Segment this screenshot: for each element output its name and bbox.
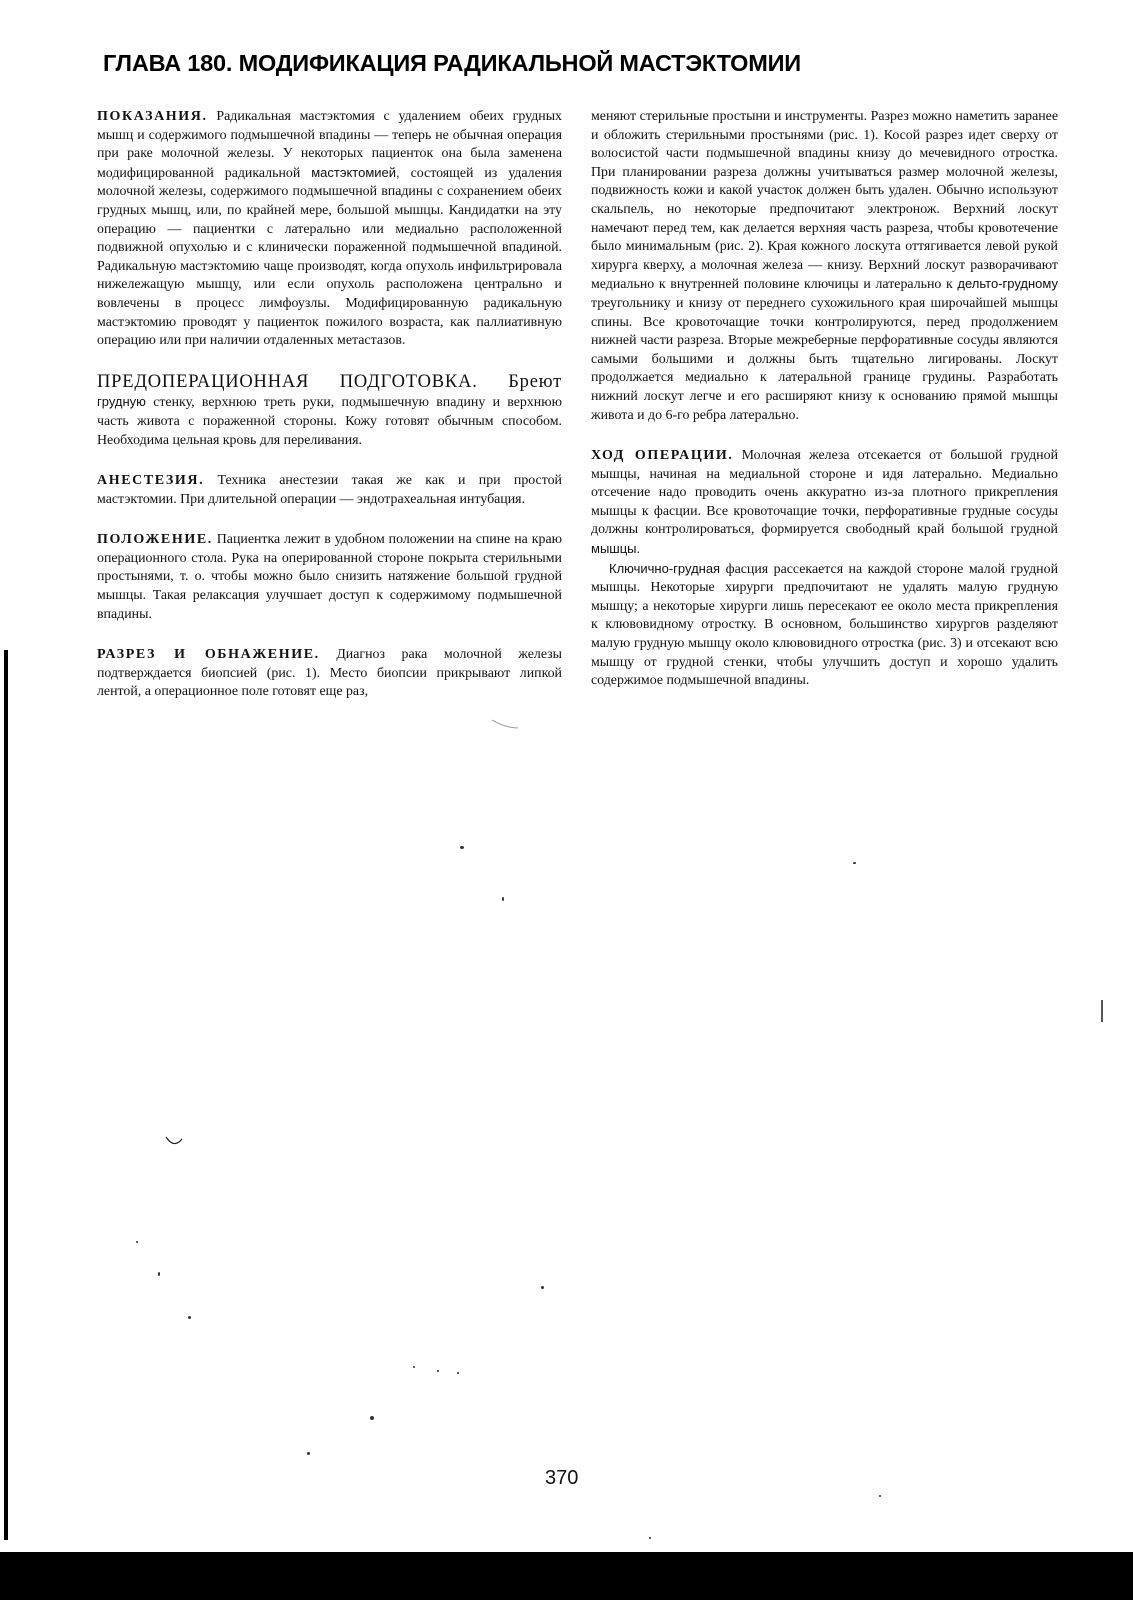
operation-p2-term: Ключично-грудная [609, 560, 721, 576]
operation-p2-text: фасция рассекается на каждой стороне малой грудной мышцы. Некоторые хирурги предпочитают не удалять малую грудную мышцу; а некоторые хирурги лишь пересекают ее около места прикрепления к клювовидному отростку. В основном, большинство хирургов разделяют малую грудную мышцу около клювовидного отростка (рис. 3) и отсекают всю мышцу от грудной стенки, чтобы улучшить доступ и хорошо удалить содержимое подмышечной впадины. [591, 561, 1058, 689]
scan-mark-curve [164, 1135, 184, 1147]
scan-speck [413, 1366, 415, 1368]
operation-heading: ХОД ОПЕРАЦИИ. [591, 448, 734, 464]
position-text: Пациентка лежит в удобном положении на спине на краю операционного стола. Рука на оперированной стороне покрыта стерильными простынями, т. о. чтобы можно было снизить натяжение большой грудной мышцы. Такая релаксация улучшает доступ к содержимому подмышечной впадины. [97, 532, 562, 622]
incision-text-right-a: меняют стерильные простыни и инструменты. Разрез можно наметить заранее и обложить стерильными простынями (рис. 1). Косой разрез идет сверху от волосистой части подмышечной впадины книзу до мечевидного отростка. При планировании разреза должны учитываться размер молочной железы, подвижность кожи и какой участок должен быть удален. Обычно используют скальпель, но некоторые предпочитают электронож. Верхний лоскут намечают перед тем, как делается верхняя часть разреза, чтобы кровотечение было минимальным (рис. 2). Края кожного лоскута оттягивается левой рукой хирурга кверху, а молочная железа — книзу. Верхний лоскут разворачивают медиально к внутренней половине ключицы и латерально к [591, 109, 1058, 293]
scan-speck [136, 1241, 138, 1243]
preparation-heading: ПРЕДОПЕРАЦИОННАЯ ПОДГОТОВКА. [97, 371, 478, 392]
scan-speck [188, 1316, 191, 1319]
incision-paragraph [97, 646, 562, 702]
position-heading: ПОЛОЖЕНИЕ. [97, 532, 213, 548]
chapter-title: ГЛАВА 180. МОДИФИКАЦИЯ РАДИКАЛЬНОЙ МАСТЭКТОМИИ [103, 50, 801, 76]
indications-text-b: состоящей из удаления молочной железы, содержимого подмышечной впадины с сохранением обеих грудных мышц, или, по крайней мере, большой мышцы. Кандидатки на эту операцию — пациентки с латерально или медиально расположенной подвижной опухолью и с клинически пораженной подмышечной впадиной. Радикальную мастэктомию чаще производят, когда опухоль инфильтрировала нижележащую мышцу, или если опухоль расположена центрально и вовлечены в процесс лимфоузлы. Модифицированную радикальную мастэктомию проводят у пациенток пожилого возраста, как паллиативную операцию или при наличии отдаленных метастазов. [97, 165, 563, 349]
anesthesia-heading: АНЕСТЕЗИЯ. [97, 473, 205, 489]
scan-edge-left [4, 650, 8, 1540]
page-number: 370 [545, 1467, 579, 1489]
preparation-term: грудную [97, 394, 146, 410]
scan-speck [460, 846, 464, 849]
incision-heading: РАЗРЕЗ И ОБНАЖЕНИЕ. [97, 647, 320, 663]
scan-speck [541, 1286, 544, 1289]
scan-speck [649, 1537, 651, 1539]
scan-speck [457, 1372, 459, 1374]
incision-text-right-b: треугольнику и книзу от переднего сухожильного края широчайшей мышцы спины. Все кровоточащие точки контролируются, перед продолжением нижней части разреза. Вторые межреберные перфоративные сосуды являются самыми большими и должны быть тщательно лигированы. Лоскут продолжается медиально к латеральной границе грудины. Разработать нижний лоскут легче и его расширяют книзу к основанию прямой мышцы живота и до 6-го ребра латерально. [591, 295, 1058, 423]
left-column [97, 108, 562, 702]
preparation-lead: Бреют [477, 371, 562, 392]
anesthesia-paragraph [97, 472, 562, 509]
indications-heading: ПОКАЗАНИЯ. [97, 109, 208, 124]
indications-text-a: Радикальная мастэктомия с удалением обеих грудных мышц и содержимого подмышечной впадины — теперь не обычная операция при раке молочной железы. У некоторых пациенток она была заменена модифицированной радикальной [97, 109, 562, 181]
incision-continued-paragraph [591, 108, 1058, 425]
operation-term: мышцы. [591, 541, 641, 557]
operation-paragraph [591, 447, 1058, 560]
scan-speck [158, 1272, 160, 1276]
incision-text-left: Диагноз рака молочной железы подтверждается биопсией (рис. 1). Место биопсии прикрывают липкой лентой, а операционное поле готовят еще раз, [97, 647, 562, 700]
preparation-text: стенку, верхнюю треть руки, подмышечную впадину и верхнюю часть живота с пораженной стороны. Кожу готовят обычным способом. Необходима цельная кровь для переливания. [97, 395, 562, 448]
scan-speck [879, 1495, 881, 1497]
scan-edge-right [1101, 1000, 1103, 1022]
incision-term: дельто-грудному [957, 276, 1058, 292]
operation-text: Молочная железа отсекается от большой грудной мышцы, начиная на медиальной стороне и идя латерально. Медиально отсечение надо проводить очень аккуратно из-за плотного прикрепления мышцы к фасции. Все кровоточащие точки, перфоративные грудные сосуды должны контролироваться, формируется свободный край большой грудной [591, 448, 1058, 538]
operation-paragraph-2 [591, 560, 1058, 691]
scan-bottom-band [0, 1552, 1133, 1600]
position-paragraph [97, 531, 562, 624]
scan-speck [502, 897, 504, 901]
indications-term: мастэктомией, [311, 164, 400, 180]
right-column [591, 108, 1058, 691]
anesthesia-text: Техника анестезии такая же как и при простой мастэктомии. При длительной операции — эндотрахеальная интубация. [97, 473, 562, 507]
scan-speck [370, 1416, 374, 1420]
preparation-paragraph [97, 373, 562, 450]
scan-mark-stroke [490, 718, 520, 732]
scan-speck [853, 862, 856, 864]
scan-speck [307, 1452, 310, 1455]
indications-paragraph [97, 108, 562, 351]
scan-speck [437, 1370, 439, 1372]
